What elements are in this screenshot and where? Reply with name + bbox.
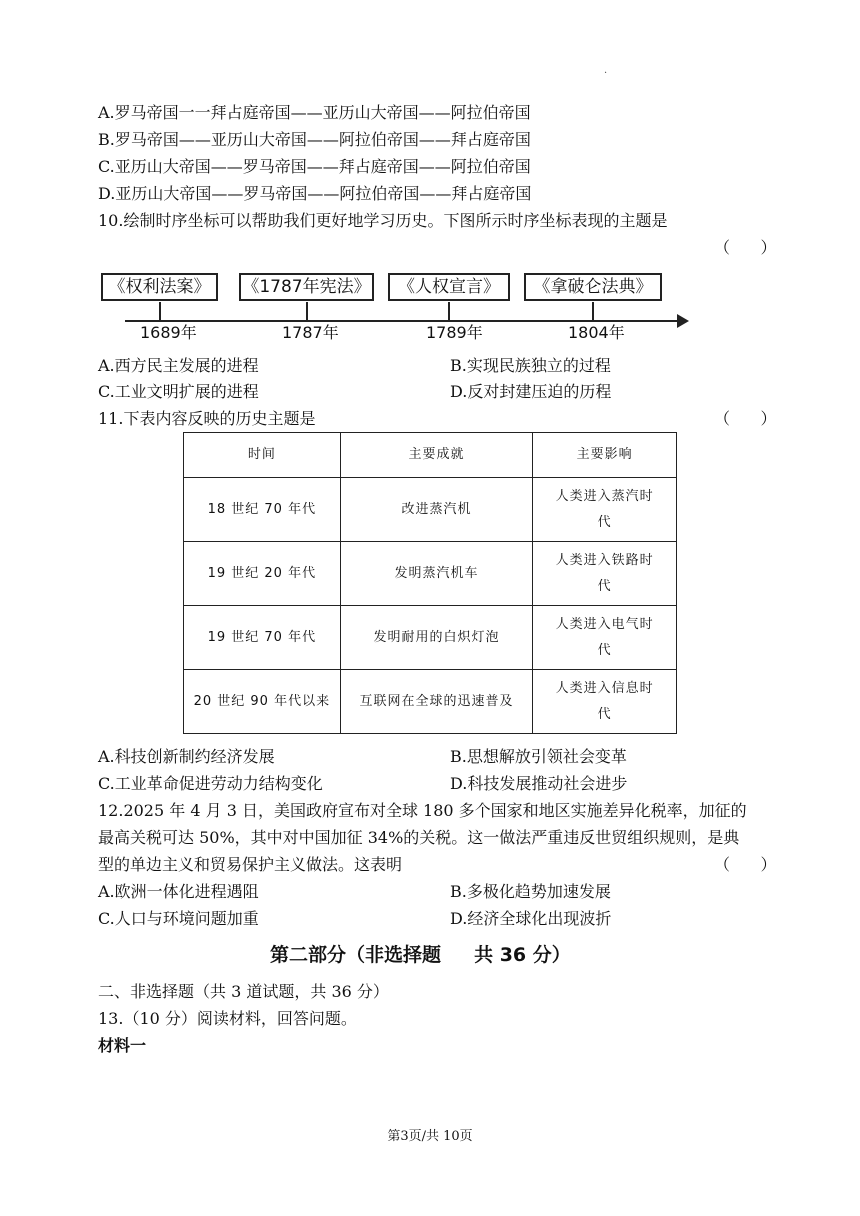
impact-line: 代 [597,706,612,722]
timeline-tick [159,302,161,320]
table-cell-impact [533,670,677,734]
q11-answer-paren: （ ） [714,409,777,428]
table-header-achievement: 主要成就 [340,433,533,478]
timeline-box-1787-constitution: 《1787年宪法》 [239,273,374,301]
part2-subtitle: 二、非选择题（共 3 道试题，共 36 分） [98,982,389,1001]
table-cell-time: 18 世纪 70 年代 [184,478,341,542]
table-cell-time: 20 世纪 90 年代以来 [184,670,341,734]
q12-stem-line3: 型的单边主义和贸易保护主义做法。这表明 [98,855,403,874]
q9-option-c: C.亚历山大帝国——罗马帝国——拜占庭帝国——阿拉伯帝国 [98,157,531,176]
impact-line: 代 [597,514,612,530]
q12-option-b: B.多极化趋势加速发展 [450,882,611,901]
table-cell-achievement: 互联网在全球的迅速普及 [340,670,533,734]
table-cell-time: 19 世纪 70 年代 [184,606,341,670]
timeline-box-declaration-rights: 《人权宣言》 [388,273,510,301]
q12-stem-line1: 12.2025 年 4 月 3 日，美国政府宣布对全球 180 多个国家和地区实施差异化税率，加征的 [98,801,747,820]
table-row [184,542,677,606]
table-cell-achievement: 改进蒸汽机 [340,478,533,542]
timeline-year: 1804年 [568,323,625,342]
q12-option-d: D.经济全球化出现波折 [450,909,612,928]
part2-title: 第二部分（非选择题 共 36 分） [270,944,571,966]
q10-option-c: C.工业文明扩展的进程 [98,382,259,401]
corner-dot: · [604,68,608,79]
timeline-axis [125,320,680,322]
q12-option-c: C.人口与环境问题加重 [98,909,259,928]
timeline-arrow-icon [677,314,689,328]
history-table [183,432,677,734]
table-header-impact: 主要影响 [533,433,677,478]
q13-stem: 13.（10 分）阅读材料，回答问题。 [98,1009,357,1028]
q12-stem-line2: 最高关税可达 50%，其中对中国加征 34%的关税。这一做法严重违反世贸组织规则，是典 [98,828,740,847]
q10-stem: 10.绘制时序坐标可以帮助我们更好地学习历史。下图所示时序坐标表现的主题是 [98,211,668,230]
table-cell-time: 19 世纪 20 年代 [184,542,341,606]
q11-option-d: D.科技发展推动社会进步 [450,774,628,793]
timeline-year: 1787年 [282,323,339,342]
table-row [184,670,677,734]
table-row [184,606,677,670]
q12-option-a: A.欧洲一体化进程遇阻 [98,882,259,901]
q11-option-c: C.工业革命促进劳动力结构变化 [98,774,323,793]
timeline-year: 1689年 [140,323,197,342]
impact-line: 人类进入信息时 [555,680,654,696]
table-header-row [184,433,677,478]
timeline-box-napoleonic-code: 《拿破仑法典》 [524,273,662,301]
table-cell-impact [533,478,677,542]
page-footer: 第3页/共 10页 [387,1129,473,1144]
q9-option-d: D.亚历山大帝国——罗马帝国——阿拉伯帝国——拜占庭帝国 [98,184,532,203]
timeline-tick [592,302,594,320]
q12-answer-paren: （ ） [714,855,777,874]
impact-line: 人类进入铁路时 [555,552,654,568]
q11-option-a: A.科技创新制约经济发展 [98,747,275,766]
impact-line: 人类进入蒸汽时 [555,488,654,504]
table-cell-impact [533,542,677,606]
q10-option-a: A.西方民主发展的进程 [98,356,259,375]
table-cell-achievement: 发明耐用的白炽灯泡 [340,606,533,670]
table-cell-achievement: 发明蒸汽机车 [340,542,533,606]
q11-option-b: B.思想解放引领社会变革 [450,747,627,766]
timeline-tick [448,302,450,320]
q9-option-a: A.罗马帝国一一拜占庭帝国——亚历山大帝国——阿拉伯帝国 [98,103,531,122]
table-row [184,478,677,542]
q9-option-b: B.罗马帝国——亚历山大帝国——阿拉伯帝国——拜占庭帝国 [98,130,531,149]
timeline-box-bill-of-rights: 《权利法案》 [101,273,218,301]
material-one-heading: 材料一 [98,1036,147,1055]
impact-line: 人类进入电气时 [555,616,654,632]
q10-answer-paren: （ ） [714,238,777,257]
table-header-time: 时间 [184,433,341,478]
impact-line: 代 [597,578,612,594]
table-cell-impact [533,606,677,670]
impact-line: 代 [597,642,612,658]
q10-option-d: D.反对封建压迫的历程 [450,382,612,401]
q10-option-b: B.实现民族独立的过程 [450,356,611,375]
timeline-year: 1789年 [426,323,483,342]
q11-stem: 11.下表内容反映的历史主题是 [98,409,316,428]
timeline-tick [306,302,308,320]
